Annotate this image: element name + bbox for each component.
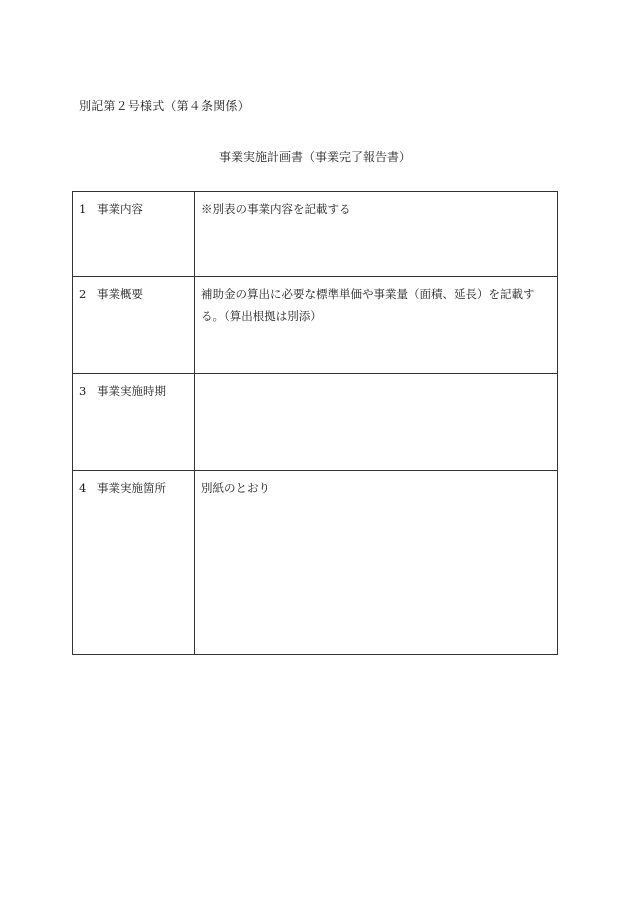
form-number-label: 別記第２号様式（第４条関係） (79, 99, 250, 113)
row-content-cell (195, 192, 558, 277)
row-number: 3 (79, 384, 87, 398)
row-number: 1 (79, 202, 87, 216)
document-title: 事業実施計画書（事業完了報告書） (218, 150, 411, 164)
row-label: 事業内容 (97, 202, 143, 216)
row-label-cell (73, 374, 195, 471)
row-label: 事業概要 (97, 287, 143, 301)
row-label-cell (73, 471, 195, 655)
row-label-cell (73, 192, 195, 277)
table-row-implementation-period (73, 374, 558, 471)
row-content-cell (195, 277, 558, 374)
row-label-cell (73, 277, 195, 374)
table-row-business-content (73, 192, 558, 277)
table-row-implementation-location (73, 471, 558, 655)
plan-table (72, 191, 558, 655)
row-content-cell (195, 374, 558, 471)
row-label: 事業実施時期 (97, 384, 166, 398)
row-number: 4 (79, 481, 87, 495)
row-content: 別紙のとおり (201, 481, 270, 495)
row-content-cell (195, 471, 558, 655)
row-number: 2 (79, 287, 87, 301)
row-content: ※別表の事業内容を記載する (201, 202, 351, 216)
table-row-business-summary (73, 277, 558, 374)
row-label: 事業実施箇所 (97, 481, 166, 495)
row-content: 補助金の算出に必要な標準単価や事業量（面積、延長）を記載する。（算出根拠は別添） (201, 287, 535, 323)
